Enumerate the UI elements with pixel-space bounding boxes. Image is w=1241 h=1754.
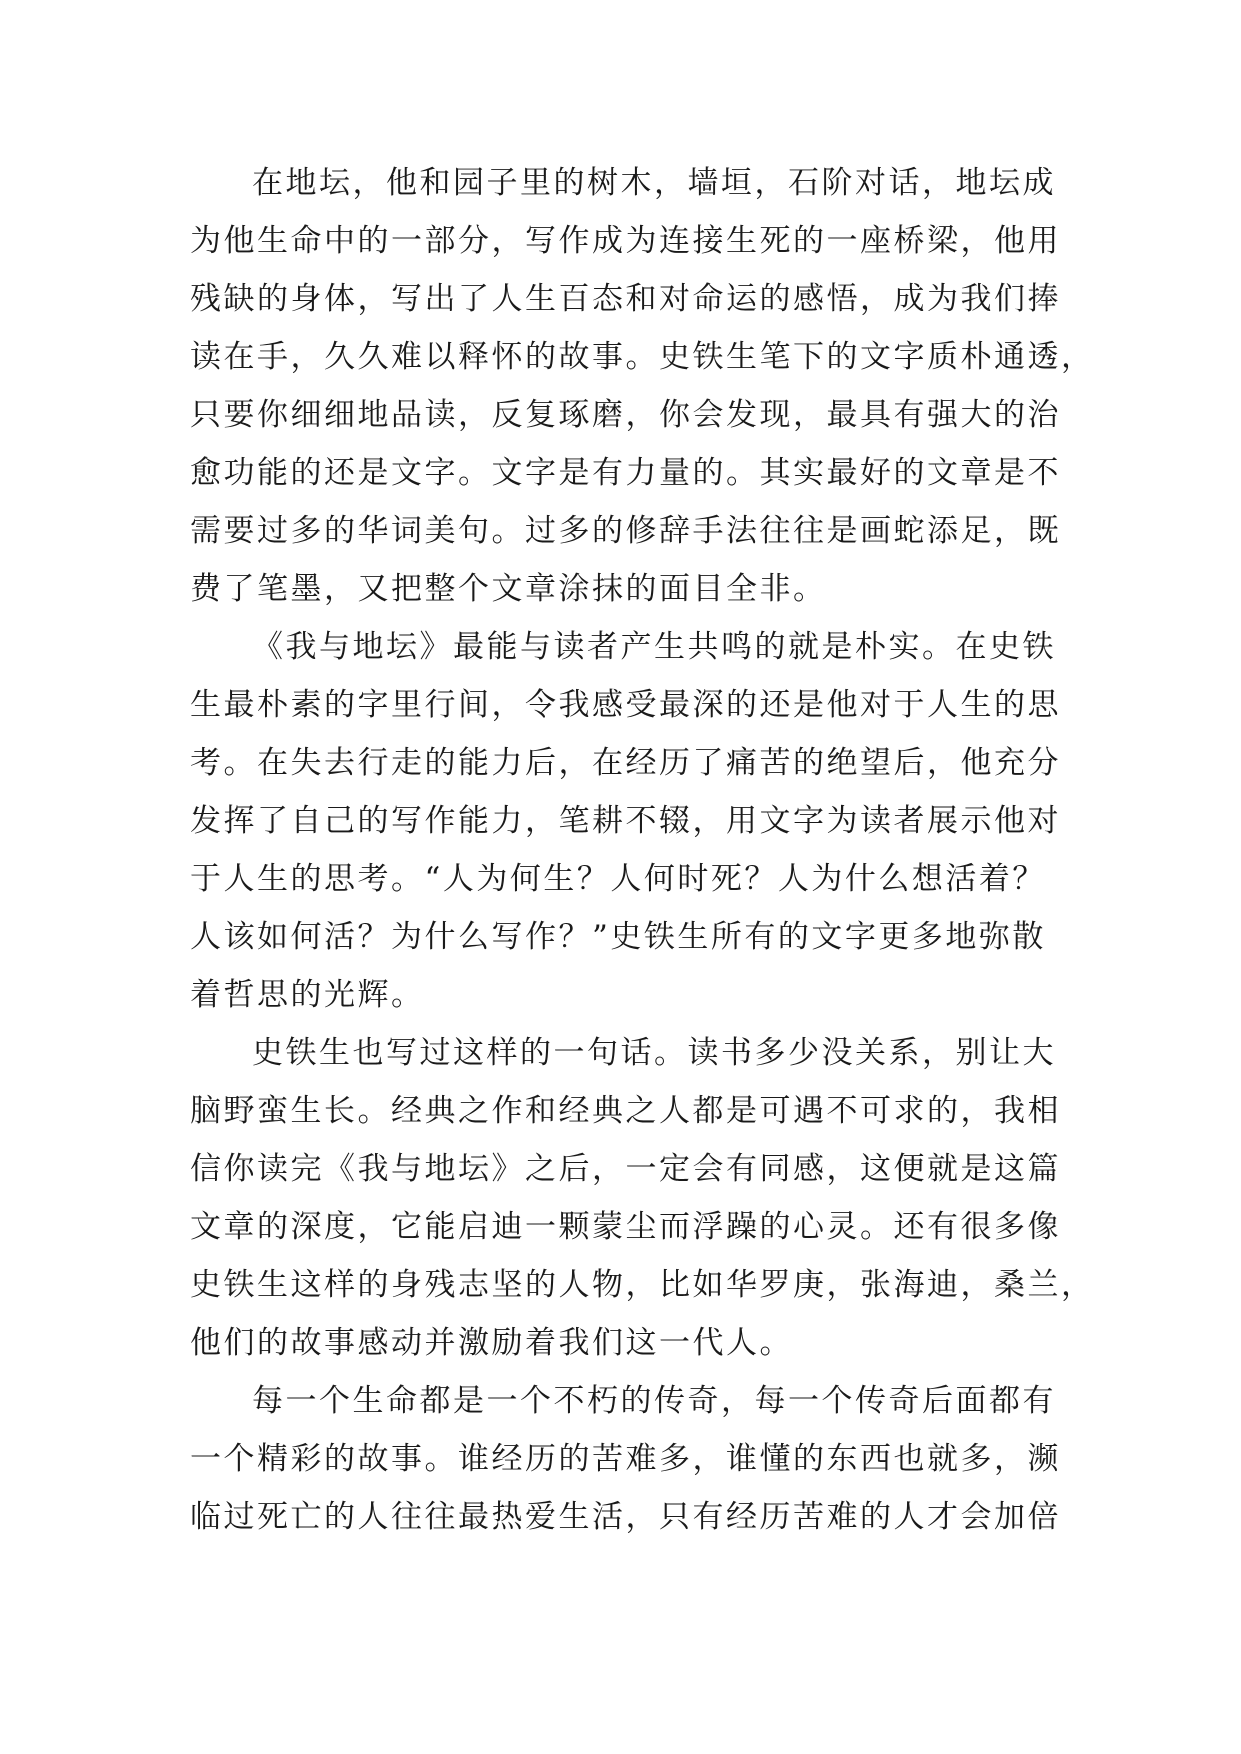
text-line: 读在手，久久难以释怀的故事。史铁生笔下的文字质朴通透， — [190, 339, 1095, 375]
text-line: 考。在失去行走的能力后，在经历了痛苦的绝望后，他充分 — [190, 745, 1061, 781]
text-line: 着哲思的光辉。 — [190, 977, 425, 1013]
text-line: 临过死亡的人往往最热爱生活，只有经历苦难的人才会加倍 — [190, 1499, 1061, 1535]
text-line: 只要你细细地品读，反复琢磨，你会发现，最具有强大的治 — [190, 397, 1061, 433]
text-line: 生最朴素的字里行间，令我感受最深的还是他对于人生的思 — [190, 687, 1061, 723]
text-line: 于人生的思考。“人为何生？人何时死？人为什么想活着？ — [190, 861, 1046, 897]
text-line: 文章的深度，它能启迪一颗蒙尘而浮躁的心灵。还有很多像 — [190, 1209, 1061, 1245]
text-line: 每一个生命都是一个不朽的传奇，每一个传奇后面都有 — [252, 1383, 1056, 1419]
document-body — [190, 154, 1095, 1546]
paragraph-1 — [190, 154, 1095, 618]
text-line: 史铁生这样的身残志坚的人物，比如华罗庚，张海迪，桑兰， — [190, 1267, 1095, 1303]
text-line: 为他生命中的一部分，写作成为连接生死的一座桥梁，他用 — [190, 223, 1061, 259]
paragraph-3 — [190, 1024, 1095, 1372]
paragraph-4 — [190, 1372, 1061, 1546]
text-line: 他们的故事感动并激励着我们这一代人。 — [190, 1325, 793, 1361]
text-line: 残缺的身体，写出了人生百态和对命运的感悟，成为我们捧 — [190, 281, 1061, 317]
text-line: 史铁生也写过这样的一句话。读书多少没关系，别让大 — [252, 1035, 1056, 1071]
text-line: 需要过多的华词美句。过多的修辞手法往往是画蛇添足，既 — [190, 513, 1061, 549]
text-line: 脑野蛮生长。经典之作和经典之人都是可遇不可求的，我相 — [190, 1093, 1061, 1129]
text-line: 费了笔墨，又把整个文章涂抹的面目全非。 — [190, 571, 827, 607]
text-line: 《我与地坛》最能与读者产生共鸣的就是朴实。在史铁 — [252, 629, 1056, 665]
text-line: 信你读完《我与地坛》之后，一定会有同感，这便就是这篇 — [190, 1151, 1061, 1187]
text-line: 一个精彩的故事。谁经历的苦难多，谁懂的东西也就多，濒 — [190, 1441, 1061, 1477]
text-line: 在地坛，他和园子里的树木，墙垣，石阶对话，地坛成 — [252, 165, 1056, 201]
paragraph-2 — [190, 618, 1061, 1024]
text-line: 愈功能的还是文字。文字是有力量的。其实最好的文章是不 — [190, 455, 1061, 491]
text-line: 发挥了自己的写作能力，笔耕不辍，用文字为读者展示他对 — [190, 803, 1061, 839]
text-line: 人该如何活？为什么写作？”史铁生所有的文字更多地弥散 — [190, 919, 1046, 955]
